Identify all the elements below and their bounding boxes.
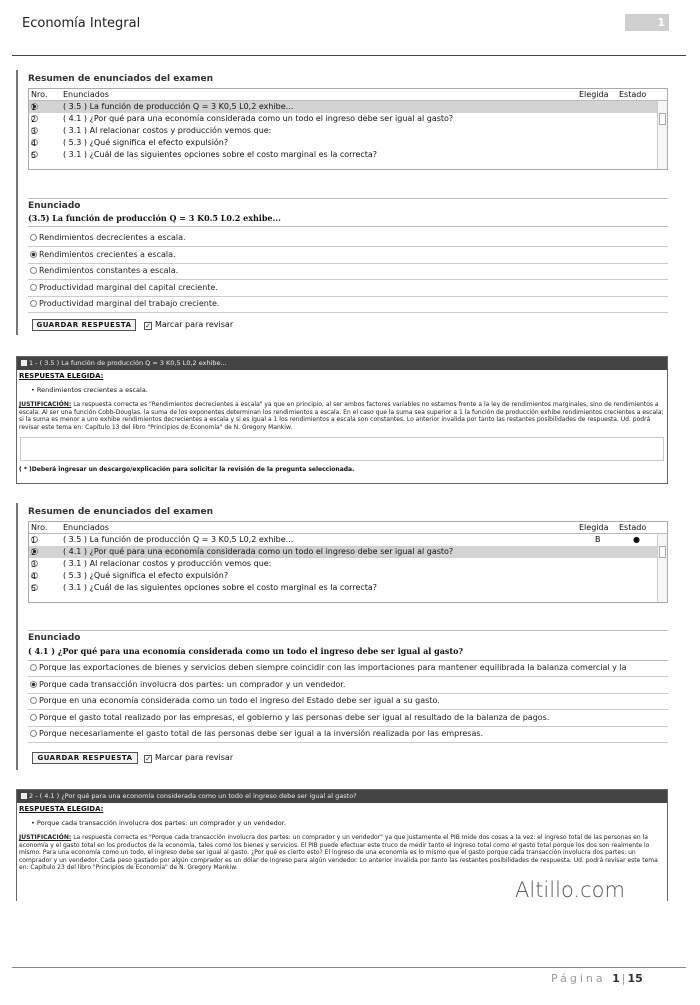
appeal-note: ( * )Deberá ingresar un descargo/explicación para solicitar la revisión de la pregunta seleccionada. — [19, 466, 355, 473]
col-enunciados: Enunciados — [63, 90, 109, 99]
divider — [28, 630, 668, 631]
answer-option[interactable] — [30, 283, 218, 292]
table-row[interactable] — [29, 125, 667, 137]
review-label: Marcar para revisar — [155, 753, 234, 762]
row-text: ( 3.1 ) ¿Cuál de las siguientes opciones sobre el costo marginal es la correcta? — [63, 583, 378, 592]
option-text: Porque en una economía considerada como un todo el ingreso del Estado debe ser igual a su gasto. — [39, 696, 440, 705]
exam-panel-1 — [16, 70, 670, 335]
option-divider — [28, 709, 668, 710]
option-divider — [28, 693, 668, 694]
row-text: ( 3.1 ) ¿Cuál de las siguientes opciones sobre el costo marginal es la correcta? — [63, 150, 378, 159]
current-page: 1 — [612, 972, 620, 985]
table-row[interactable] — [29, 534, 667, 546]
justification-label: JUSTIFICACIÓN: — [19, 834, 72, 841]
option-divider — [28, 279, 668, 280]
answer-bar-text: 1 - ( 3.5 ) La función de producción Q = 3 K0,5 L0,2 exhibe... — [29, 359, 227, 367]
row-text: ( 3.1 ) Al relacionar costos y producción vemos que: — [63, 126, 272, 135]
footer-rule — [12, 967, 686, 968]
page-number: Página 1 | 15 — [551, 972, 643, 985]
col-elegida: Elegida — [579, 523, 609, 532]
row-number: 1 — [31, 103, 37, 112]
checkbox-icon: ✓ — [145, 322, 151, 330]
divider — [28, 226, 668, 227]
table-scrollbar[interactable] — [657, 534, 667, 602]
row-text: ( 4.1 ) ¿Por qué para una economía considerada como un todo el ingreso debe ser igual al gasto? — [63, 114, 454, 123]
option-divider — [28, 296, 668, 297]
table-row[interactable] — [29, 582, 667, 594]
table-row[interactable] — [29, 149, 667, 161]
radio-icon — [30, 664, 37, 671]
brand-logo: Altillo.com — [515, 878, 625, 902]
document-title: Economía Integral — [22, 16, 141, 31]
radio-icon — [30, 714, 37, 721]
table-header — [29, 89, 667, 101]
answer-bar — [17, 790, 667, 803]
table-row[interactable] — [29, 137, 667, 149]
row-text: ( 5.3 ) ¿Qué significa el efecto expulsión? — [63, 571, 229, 580]
save-answer-button[interactable]: GUARDAR RESPUESTA — [32, 752, 138, 764]
table-row-partial — [29, 594, 667, 600]
enunciado-title: Enunciado — [28, 201, 81, 211]
row-number: 5 — [31, 151, 37, 160]
table-row[interactable] — [29, 101, 667, 113]
row-number: 2 — [31, 115, 37, 124]
option-text: Rendimientos decrecientes a escala. — [39, 233, 186, 242]
chosen-label: RESPUESTA ELEGIDA: — [19, 372, 104, 380]
mark-review-checkbox[interactable] — [144, 753, 233, 763]
chosen-answer: • Rendimientos crecientes a escala. — [31, 386, 148, 394]
row-text: ( 3.5 ) La función de producción Q = 3 K0,5 L0,2 exhibe... — [63, 535, 294, 544]
answer-option[interactable] — [30, 233, 186, 242]
question-text: ( 4.1 ) ¿Por qué para una economía considerada como un todo el ingreso debe ser igual al gasto? — [28, 646, 464, 656]
col-nro: Nro. — [31, 523, 48, 532]
square-icon — [21, 360, 27, 366]
col-enunciados: Enunciados — [63, 523, 109, 532]
answer-option[interactable] — [30, 680, 345, 689]
radio-icon — [30, 284, 37, 291]
answer-option[interactable] — [30, 250, 176, 259]
radio-icon — [30, 697, 37, 704]
chosen-answer-text: Rendimientos crecientes a escala. — [36, 386, 148, 394]
page-badge: 1 — [625, 14, 669, 31]
table-row[interactable] — [29, 558, 667, 570]
row-text: ( 3.5 ) La función de producción Q = 3 K0,5 L0,2 exhibe... — [63, 102, 294, 111]
option-text: Rendimientos constantes a escala. — [39, 266, 179, 275]
answer-option[interactable] — [30, 696, 440, 705]
row-number: 3 — [31, 127, 37, 136]
answer-review-panel-1 — [16, 356, 668, 484]
checkbox-icon: ✓ — [145, 755, 151, 763]
option-text: Productividad marginal del capital creciente. — [39, 282, 218, 292]
justification-text: La respuesta correcta es "Rendimientos decrecientes a escala" ya que en principio, al ser ambos factores variables no estamos frente a la ley de rendimientos marginales, sino de rendimientos a escala. Al ser una función Cobb-Douglas, la suma de los exponentes determinan los rendimientos a escala. En el caso que la suma sea superior a 1 la función de producción exhibe rendimientos crecientes a escala; si la suma es menor a uno exhibe rendimientos decrecientes a escala y si es igual a 1 los rendimientos a escala son constantes. Lo anterior invalida por tanto las restantes posibilidades de respuesta. Ud. podrá revisar este tema en: Capítulo 13 del libro "Principios de Economía" de N. Gregory Mankiw. — [19, 401, 664, 431]
option-text: Porque necesariamente el gasto total de las personas debe ser igual a la inversión realizada por las empresas. — [39, 729, 484, 738]
summary-table — [28, 88, 668, 170]
enunciado-title: Enunciado — [28, 633, 81, 643]
review-label: Marcar para revisar — [155, 320, 234, 329]
summary-title: Resumen de enunciados del examen — [28, 507, 214, 517]
row-number: 2 — [31, 548, 37, 557]
justification — [19, 834, 664, 872]
col-nro: Nro. — [31, 90, 48, 99]
option-text: Rendimientos crecientes a escala. — [39, 249, 176, 259]
col-elegida: Elegida — [579, 90, 609, 99]
option-divider — [28, 676, 668, 677]
answer-bar-text: 2 - ( 4.1 ) ¿Por qué para una economía considerada como un todo el ingreso debe ser igual al gasto? — [29, 792, 357, 800]
table-row[interactable] — [29, 113, 667, 125]
status-dot-icon: ● — [633, 535, 640, 544]
col-estado: Estado — [619, 90, 647, 99]
chosen-answer-text: Porque cada transacción involucra dos partes: un comprador y un vendedor. — [36, 819, 286, 827]
option-text: Porque cada transacción involucra dos partes: un comprador y un vendedor. — [39, 679, 346, 689]
divider — [28, 198, 668, 199]
option-divider — [28, 246, 668, 247]
justification — [19, 401, 664, 431]
chosen-answer: • Porque cada transacción involucra dos partes: un comprador y un vendedor. — [31, 819, 286, 827]
radio-icon — [30, 300, 37, 307]
mark-review-checkbox[interactable] — [144, 320, 233, 330]
justification-label: JUSTIFICACIÓN: — [19, 401, 72, 408]
header-rule — [12, 55, 686, 56]
total-pages: 15 — [627, 972, 643, 985]
save-answer-button[interactable]: GUARDAR RESPUESTA — [32, 319, 136, 331]
summary-table — [28, 521, 668, 603]
table-scrollbar[interactable] — [657, 101, 667, 169]
option-divider — [28, 263, 668, 264]
option-text: Productividad marginal del trabajo creciente. — [39, 299, 220, 308]
summary-title: Resumen de enunciados del examen — [28, 74, 214, 84]
panel-border — [16, 70, 18, 335]
radio-icon — [30, 267, 37, 274]
row-number: 4 — [31, 139, 37, 148]
square-icon — [21, 793, 27, 799]
answer-option[interactable] — [30, 299, 219, 308]
option-text: Porque el gasto total realizado por las empresas, el gobierno y las personas debe ser igual al resultado de la balanza de pagos. — [39, 712, 550, 722]
table-row[interactable] — [29, 570, 667, 582]
row-number: 3 — [31, 560, 37, 569]
answer-option[interactable] — [30, 729, 483, 738]
option-divider — [28, 312, 668, 313]
question-text: (3.5) La función de producción Q = 3 K0.5 L0.2 exhibe... — [28, 213, 281, 223]
panel-border — [16, 503, 18, 770]
answer-bar — [17, 357, 667, 370]
radio-icon — [30, 251, 37, 258]
answer-option[interactable] — [30, 266, 178, 275]
row-text: ( 5.3 ) ¿Qué significa el efecto expulsión? — [63, 138, 229, 147]
row-chosen: B — [595, 535, 601, 544]
page-word: Página — [551, 972, 606, 985]
radio-icon — [30, 681, 37, 688]
option-text: Porque las exportaciones de bienes y servicios deben siempre coincidir con las importaciones para mantener equilibrada la balanza comercial y la — [39, 663, 627, 672]
divider — [28, 660, 668, 661]
row-number: 4 — [31, 572, 37, 581]
table-row-partial — [29, 161, 667, 167]
radio-icon — [30, 730, 37, 737]
row-number: 5 — [31, 584, 37, 593]
exam-panel-2 — [16, 503, 670, 770]
appeal-textarea[interactable] — [20, 437, 664, 461]
table-row[interactable] — [29, 546, 667, 558]
answer-option[interactable] — [30, 663, 627, 672]
chosen-label: RESPUESTA ELEGIDA: — [19, 805, 104, 813]
row-number: 1 — [31, 536, 37, 545]
radio-icon — [30, 234, 37, 241]
row-text: ( 3.1 ) Al relacionar costos y producción vemos que: — [63, 559, 272, 568]
option-divider — [28, 742, 668, 743]
row-text: ( 4.1 ) ¿Por qué para una economía considerada como un todo el ingreso debe ser igual al gasto? — [63, 547, 454, 556]
option-divider — [28, 726, 668, 727]
table-header — [29, 522, 667, 534]
justification-text: La respuesta correcta es "Porque cada transacción involucra dos partes: un comprador y un vendedor" ya que justamente el PIB mide dos cosas a la vez: el ingreso total de las personas en la economía y el gasto total en los productos de la economía, tales como los bienes y servicios. El PIB puede efectuar este truco de medir tanto el ingreso total como el gasto total porque los dos son realmente lo mismo. Para una economía como un todo, el ingreso debe ser igual al gasto. ¿Por qué es cierto esto? El ingreso de una economía es lo mismo que el gasto porque cada transacción involucra dos partes: un comprador y un vendedor. Cada peso gastado por algún comprador es un dólar de ingreso para algún vendedor. Lo anterior invalida por tanto las restantes posibilidades de respuesta. Ud. podrá revisar este tema en: Capítulo 23 del libro "Principios de Economía" de N. Gregory Mankiw. — [19, 834, 658, 871]
answer-option[interactable] — [30, 713, 549, 722]
col-estado: Estado — [619, 523, 647, 532]
